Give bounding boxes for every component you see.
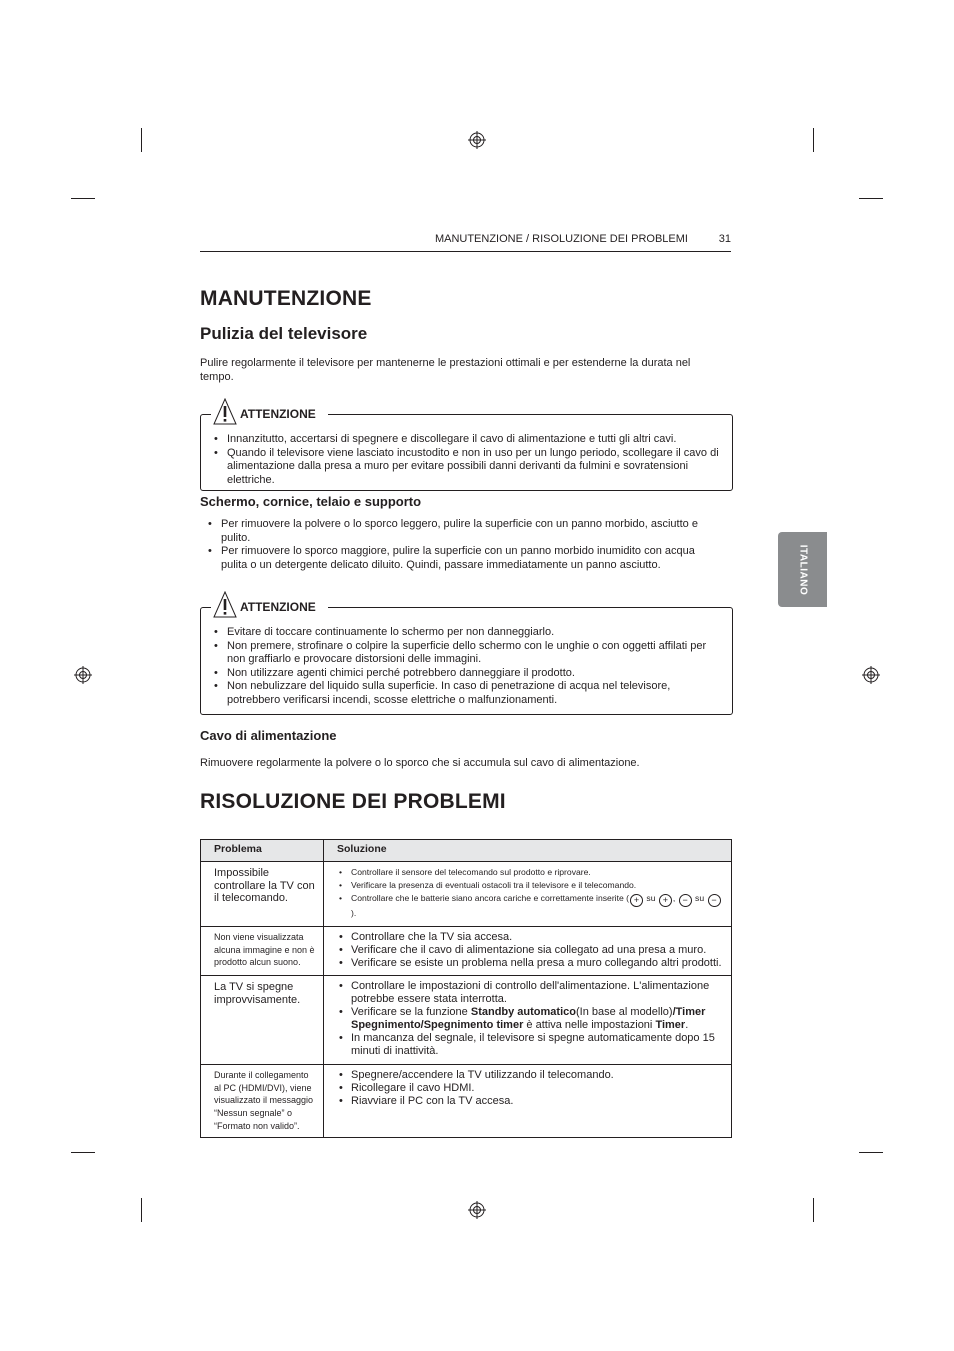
solution-item: • Verificare che il cavo di alimentazione sia collegato ad una presa a muro. [337, 944, 723, 957]
intro-paragraph: Pulire regolarmente il televisore per mantenerne le prestazioni ottimali e per estenderne la durata nel tempo. [200, 357, 691, 383]
solution-item: • Controllare che le batterie siano ancora cariche e correttamente inserite ( + su + , − su −). [337, 892, 723, 920]
caution-header [211, 588, 328, 618]
crop-mark [141, 128, 142, 152]
caution-list [214, 626, 720, 707]
solution-item: • Controllare le impostazioni di controllo dell'alimentazione. L'alimentazione potrebbe essere stata interrotta. [337, 980, 723, 1006]
problem-cell: Durante il collegamento al PC (HDMI/DVI), viene visualizzato il messaggio “Nessun segnale” o “Formato non valido”. [201, 1064, 324, 1137]
troubleshooting-table [200, 839, 732, 1138]
page-number: 31 [718, 233, 731, 245]
caution-label: ATTENZIONE [240, 600, 316, 614]
crop-mark [71, 198, 95, 199]
minus-button-icon: − [679, 894, 692, 907]
caution-box [200, 600, 733, 715]
caution-item: • Non premere, strofinare o colpire la superficie dello schermo con le unghie o con oggetti affilati per non graffiarlo e provocare distorsioni delle immagini. [214, 640, 720, 667]
caution-box [200, 407, 733, 491]
section-title-maintenance: MANUTENZIONE [200, 287, 372, 310]
caution-list [214, 433, 720, 487]
caution-item: • Quando il televisore viene lasciato incustodito e non in uso per un lungo periodo, scollegare il cavo di alimentazione dalla presa a muro per evitare possibili danni derivanti da fulmini e sovratensioni elettriche. [214, 447, 720, 488]
language-tab-label: ITALIANO [797, 544, 808, 595]
setting-name: /Timer Spegnimento/Spegnimento timer [351, 1006, 706, 1032]
crop-mark [859, 198, 883, 199]
screen-cleaning-list [208, 518, 718, 572]
solution-item: • Verificare la presenza di eventuali ostacoli tra il televisore e il telecomando. [337, 879, 723, 892]
registration-mark-icon [468, 1201, 486, 1219]
subheading-screen: Schermo, cornice, telaio e supporto [200, 494, 422, 509]
problem-cell: Impossibile controllare la TV con il telecomando. [201, 862, 324, 927]
solution-item: • Verificare se esiste un problema nella presa a muro collegando altri prodotti. [337, 957, 723, 970]
battery-su: su [646, 892, 656, 903]
column-header-solution: Soluzione [324, 840, 732, 862]
setting-name: Standby automatico [470, 1006, 576, 1019]
registration-mark-icon [74, 666, 92, 684]
battery-su: su [695, 892, 705, 903]
power-cable-paragraph: Rimuovere regolarmente la polvere o lo sporco che si accumula sul cavo di alimentazione. [200, 757, 640, 769]
registration-mark-icon [862, 666, 880, 684]
setting-name: Timer [655, 1019, 686, 1032]
crop-mark [859, 1152, 883, 1153]
text-span: è attiva nelle impostazioni [523, 1019, 656, 1032]
list-item: • Per rimuovere lo sporco maggiore, pulire la superficie con un panno morbido inumidito con acqua pulita o un detergente delicato diluito. Quindi, passare immediatamente un panno asciutto. [208, 545, 718, 572]
caution-item: • Non utilizzare agenti chimici perché potrebbero danneggiare il prodotto. [214, 667, 720, 681]
language-tab [778, 532, 827, 607]
caution-item: • Evitare di toccare continuamente lo schermo per non danneggiarlo. [214, 626, 720, 640]
solution-cell [324, 862, 732, 927]
subheading-power-cable: Cavo di alimentazione [200, 728, 337, 743]
solution-cell [324, 926, 732, 976]
section-title-troubleshooting: RISOLUZIONE DEI PROBLEMI [200, 790, 506, 813]
battery-end: ). [351, 907, 357, 918]
solution-item: • In mancanza del segnale, il televisore si spegne automaticamente dopo 15 minuti di inattività. [337, 1032, 723, 1058]
plus-button-icon: + [630, 894, 643, 907]
solution-item: • Spegnere/accendere la TV utilizzando il telecomando. [337, 1069, 723, 1082]
solution-cell [324, 976, 732, 1064]
caution-item: • Non nebulizzare del liquido sulla superficie. In caso di penetrazione di acqua nel televisore, potrebbero verificarsi incendi, scosse elettriche o malfunzionamenti. [214, 680, 720, 707]
caution-header [211, 395, 328, 425]
solution-item: • Ricollegare il cavo HDMI. [337, 1082, 723, 1095]
solution-item [337, 1006, 723, 1032]
table-row [201, 926, 732, 976]
solution-item: • Controllare il sensore del telecomando sul prodotto e riprovare. [337, 866, 723, 879]
warning-icon [213, 398, 237, 425]
problem-cell: Non viene visualizzata alcuna immagine e non è prodotto alcun suono. [201, 926, 324, 976]
crop-mark [813, 128, 814, 152]
plus-button-icon: + [659, 894, 672, 907]
caution-label: ATTENZIONE [240, 407, 316, 421]
registration-mark-icon [468, 131, 486, 149]
warning-icon [213, 591, 237, 618]
solution-cell [324, 1064, 732, 1137]
column-header-problem: Problema [201, 840, 324, 862]
list-item: • Per rimuovere la polvere o lo sporco leggero, pulire la superficie con un panno morbido, asciutto e pulito. [208, 518, 718, 545]
table-header-row [201, 840, 732, 862]
battery-text: Controllare che le batterie siano ancora cariche e correttamente inserite ( [351, 892, 630, 903]
text-span: (In base al modello) [575, 1006, 673, 1019]
text-span: . [685, 1019, 689, 1032]
running-head [200, 232, 731, 252]
solution-item: • Controllare che la TV sia accesa. [337, 931, 723, 944]
table-row [201, 1064, 732, 1137]
subsection-title-cleaning: Pulizia del televisore [200, 324, 368, 343]
text-span: Verificare se la funzione [351, 1006, 471, 1019]
running-head-title: MANUTENZIONE / RISOLUZIONE DEI PROBLEMI [434, 233, 688, 245]
caution-item: • Innanzitutto, accertarsi di spegnere e discollegare il cavo di alimentazione e tutti gli altri cavi. [214, 433, 720, 447]
table-row [201, 976, 732, 1064]
solution-item: • Riavviare il PC con la TV accesa. [337, 1095, 723, 1108]
minus-button-icon: − [708, 894, 721, 907]
problem-cell: La TV si spegne improvvisamente. [201, 976, 324, 1064]
crop-mark [71, 1152, 95, 1153]
crop-mark [813, 1198, 814, 1222]
table-row [201, 862, 732, 927]
crop-mark [141, 1198, 142, 1222]
